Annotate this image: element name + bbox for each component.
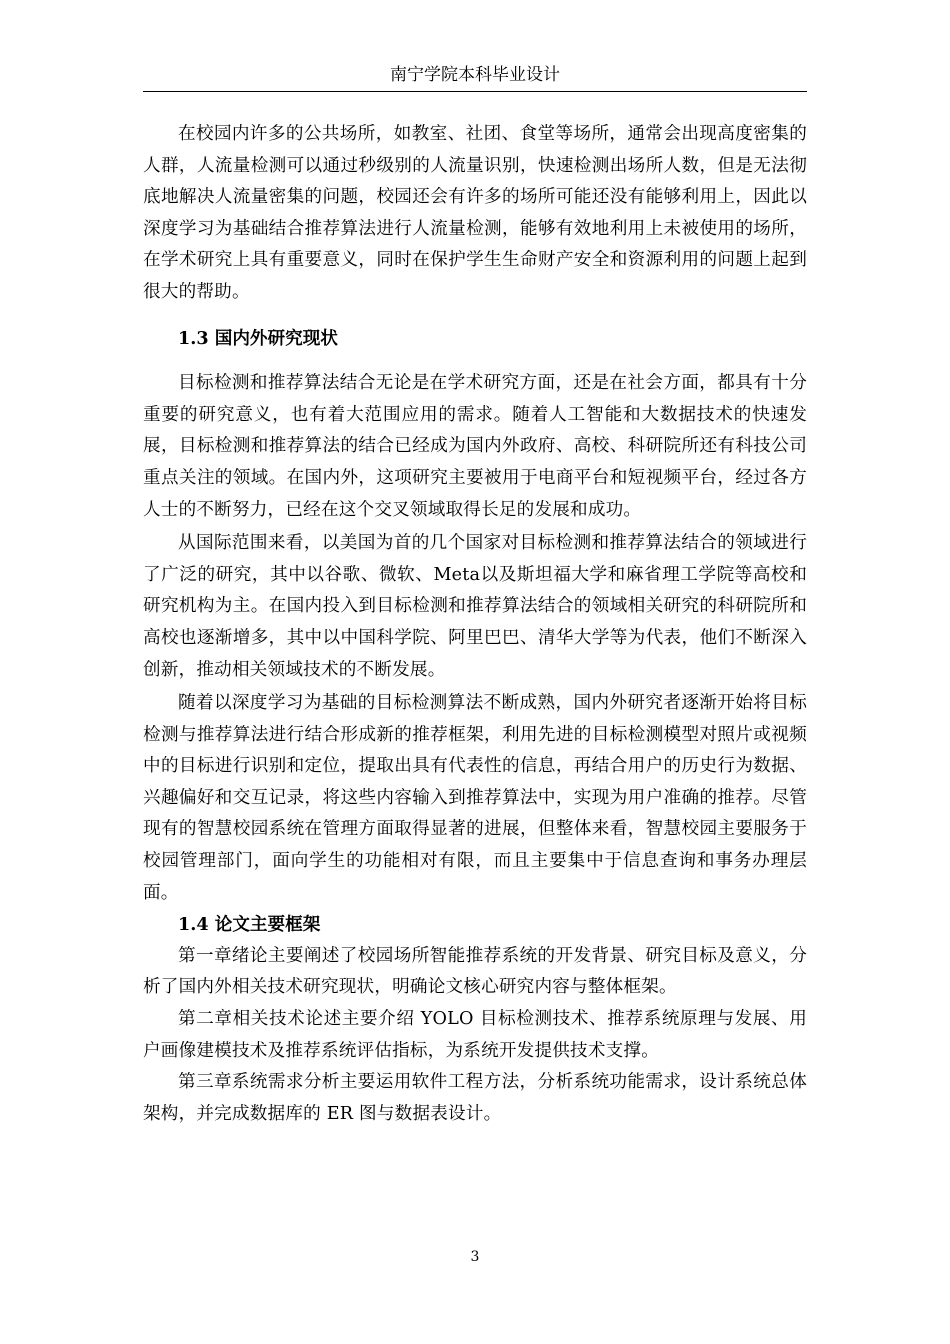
section-heading-1-3: 1.3 国内外研究现状: [178, 327, 338, 349]
paragraph-chapter-one: 第一章绪论主要阐述了校园场所智能推荐系统的开发背景、研究目标及意义，分析了国内外相关技术研究现状，明确论文核心研究内容与整体框架。: [143, 945, 807, 998]
paragraph-intro-significance: 在校园内许多的公共场所，如教室、社团、食堂等场所，通常会出现高度密集的人群，人流量检测可以通过秒级别的人流量识别，快速检测出场所人数，但是无法彻底地解决人流量密集的问题，校园还会有许多的场所可能还没有能够利用上，因此以深度学习为基础结合推荐算法进行人流量检测，能够有效地利用上未被使用的场所，在学术研究上具有重要意义，同时在保护学生生命财产安全和资源利用的问题上起到很大的帮助。: [143, 124, 807, 302]
section-heading-1-4: 1.4 论文主要框架: [178, 914, 321, 936]
header-title: 南宁学院本科毕业设计: [390, 65, 560, 85]
page-number: 3: [470, 1249, 480, 1265]
paragraph-international-research: 从国际范围来看，以美国为首的几个国家对目标检测和推荐算法结合的领域进行了广泛的研究，其中以谷歌、微软、Meta以及斯坦福大学和麻省理工学院等高校和研究机构为主。在国内投入到目标检测和推荐算法结合的领域相关研究的科研院所和高校也逐渐增多，其中以中国科学院、阿里巴巴、清华大学等为代表，他们不断深入创新，推动相关领域技术的不断发展。: [143, 533, 807, 680]
paragraph-research-overview: 目标检测和推荐算法结合无论是在学术研究方面，还是在社会方面，都具有十分重要的研究意义，也有着大范围应用的需求。随着人工智能和大数据技术的快速发展，目标检测和推荐算法的结合已经成为国内外政府、高校、科研院所还有科技公司重点关注的领域。在国内外，这项研究主要被用于电商平台和短视频平台，经过各方人士的不断努力，已经在这个交叉领域取得长足的发展和成功。: [143, 373, 807, 520]
header-divider: [143, 91, 807, 92]
paragraph-chapter-two: 第二章相关技术论述主要介绍 YOLO 目标检测技术、推荐系统原理与发展、用户画像建模技术及推荐系统评估指标，为系统开发提供技术支撑。: [143, 1009, 807, 1061]
page-body: [143, 119, 807, 1130]
paragraph-deep-learning-trend: 随着以深度学习为基础的目标检测算法不断成熟，国内外研究者逐渐开始将目标检测与推荐算法进行结合形成新的推荐框架，利用先进的目标检测模型对照片或视频中的目标进行识别和定位，提取出具有代表性的信息，再结合用户的历史行为数据、兴趣偏好和交互记录，将这些内容输入到推荐算法中，实现为用户准确的推荐。尽管现有的智慧校园系统在管理方面取得显著的进展，但整体来看，智慧校园主要服务于校园管理部门，面向学生的功能相对有限，而且主要集中于信息查询和事务办理层面。: [143, 693, 807, 903]
paragraph-chapter-three: 第三章系统需求分析主要运用软件工程方法，分析系统功能需求，设计系统总体架构，并完成数据库的 ER 图与数据表设计。: [143, 1072, 807, 1124]
